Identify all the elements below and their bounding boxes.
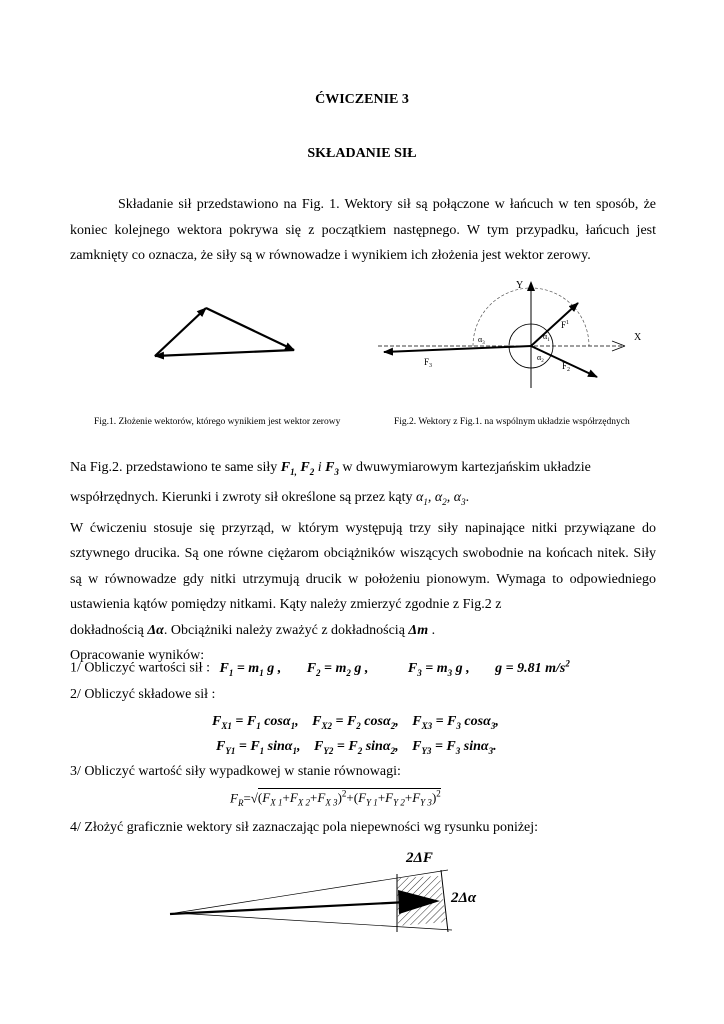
step4-text: 4/ Złożyć graficznie wektory sił zaznaczając pola niepewności wg rysunku poniżej:: [70, 820, 539, 835]
body-a1: α: [416, 490, 424, 506]
body-f2: F: [296, 460, 310, 475]
body-line-2-post: .: [465, 490, 470, 506]
svg-text:α3: [478, 335, 485, 346]
fig2-vector-f1: [531, 303, 578, 346]
body-line-1: [70, 455, 656, 485]
fig2-a1-sub: 1: [547, 338, 550, 343]
step1-eq-f3: $F_3 = m_3$ g ,: [407, 660, 470, 678]
step2-text: 2/ Obliczyć składowe sił :: [70, 687, 216, 702]
body-f1: F: [280, 460, 291, 475]
body-f3-sub: 3: [334, 466, 339, 477]
fig3-da-label: 2Δα: [451, 890, 477, 906]
fig3-uncertainty-diagram: [0, 840, 724, 945]
body-delta-alpha: Δα: [147, 622, 164, 638]
svg-text:2Δα: [450, 890, 477, 906]
step3-text: 3/ Obliczyć wartość siły wypadkowej w stanie równowagi:: [70, 764, 401, 779]
body-a2: , α: [427, 490, 443, 506]
step1-eq-g: g = 9.81 $m/s^2$: [495, 658, 570, 676]
fig1-caption: Fig.1. Złożenie wektorów, którego wynikiem jest wektor zerowy: [94, 417, 341, 427]
fig2-f3-label: F: [424, 357, 430, 367]
body-delta-m: Δm: [408, 622, 429, 638]
fig2-a3-label: α: [478, 335, 483, 344]
fig2-y-label: Y: [516, 280, 524, 291]
fig2-caption: Fig.2. Wektory z Fig.1. na wspólnym układzie współrzędnych: [394, 417, 630, 427]
fig2-x-label: X: [634, 332, 642, 343]
body-line-1-pre: Na Fig.2. przedstawiono te same siły: [70, 460, 281, 475]
body-last-mid: . Obciążniki należy zważyć z dokładnością: [163, 622, 409, 638]
body-line-2: [70, 485, 656, 515]
step1-eq-f1: $F_1 = m_1$ g ,: [219, 660, 282, 678]
body-paragraph-2-last: [70, 618, 656, 644]
svg-text:2ΔF: [405, 850, 433, 866]
intro-text: Składanie sił przedstawiono na Fig. 1. Wektory sił są połączone w łańcuch w ten sposób, że koniec kolejnego wektora pokrywa się z początkiem następnego. W tym przypadku, łańcuch jest zamknięty co oznacza, że siły są w równowadze i wynikiem ich złożenia jest wektor zerowy.: [70, 197, 656, 263]
body-a2-sub: 2: [442, 497, 447, 508]
svg-text:Y: [516, 280, 523, 291]
step1-line: [70, 658, 570, 677]
exercise-title: ĆWICZENIE 3: [315, 92, 409, 107]
fig2-diagram: [378, 280, 642, 388]
fig2-a3-sub: 3: [482, 341, 485, 346]
fig1-vector-triangle: [155, 308, 294, 356]
fig2-a2-label: α: [537, 353, 542, 362]
body-f1-sub: 1,: [290, 466, 297, 477]
fig3-df-label: 2ΔF: [406, 850, 433, 866]
body-f3: F: [325, 460, 335, 475]
body-last-pre: dokładnością: [70, 622, 148, 638]
fig2-a1-label: α: [543, 332, 548, 341]
body-a3: , α: [446, 490, 462, 506]
figures-area: [0, 270, 724, 420]
step1-eq-f2: $F_2 = m_2$ g ,: [306, 660, 369, 678]
fig2-f1-sub: 1: [566, 320, 570, 326]
svg-text:X: [634, 332, 642, 343]
body-line-1-post: w dwuwymiarowym kartezjańskim układzie: [338, 460, 591, 475]
svg-text:F3: [424, 357, 432, 369]
fig2-f2-sub: 2: [567, 367, 571, 373]
body-and: i: [314, 460, 326, 475]
body-f2-sub: 2: [309, 466, 315, 477]
step2-eq-y: $F_{Y1} = F_1$ sinα$_1$, $F_{Y2} = F_2$ sinα$_2$, $F_{Y3} = F_3$ sinα$_3$.: [216, 739, 497, 756]
body-paragraph: [70, 455, 656, 669]
body-paragraph-2: W ćwiczeniu stosuje się przyrząd, w którym występują trzy siły napinające nitki przywiązane do sztywnego drucika. Są one równe ciężarom obciążników wiszących swobodnie na końcach nitek. Siły są w równowadze gdy nitki utrzymują drucik w położeniu pionowym. Wymaga to odpowiedniego ustawienia kątów pomiędzy nitkami. Kąty należy zmierzyć zgodnie z Fig.2 z: [70, 520, 656, 613]
intro-paragraph: [70, 192, 656, 269]
body-a1-sub: 1: [423, 497, 428, 508]
fig2-f3-sub: 3: [429, 363, 433, 369]
step1-text: 1/ Obliczyć wartości sił :: [70, 660, 210, 676]
topic-title: SKŁADANIE SIŁ: [307, 146, 417, 161]
svg-text:F1: [561, 320, 569, 330]
fig2-f1-label: F: [561, 320, 567, 330]
body-last-post: .: [428, 622, 436, 638]
svg-text:α2: [537, 353, 544, 364]
fig2-f2-label: F: [562, 361, 568, 371]
step2-eq-x: $F_{X1} = F_1$ cosα$_1$, $F_{X2} = F_2$ cosα$_2$, $F_{X3} = F_3$ cosα$_3$,: [212, 714, 499, 731]
fig2-a2-sub: 2: [541, 359, 544, 364]
body-a3-sub: 3: [461, 497, 466, 508]
body-line-2-pre: współrzędnych. Kierunki i zwroty sił określone są przez kąty: [70, 490, 417, 506]
results-heading: Opracowanie wyników:: [70, 648, 205, 664]
step3-eq: $F_R=√(F_{X 1}+F_{X 2}+F_{X 3})^2+(F_{Y 1}+F_{Y 2}+F_{Y 3})^2$: [230, 789, 441, 808]
